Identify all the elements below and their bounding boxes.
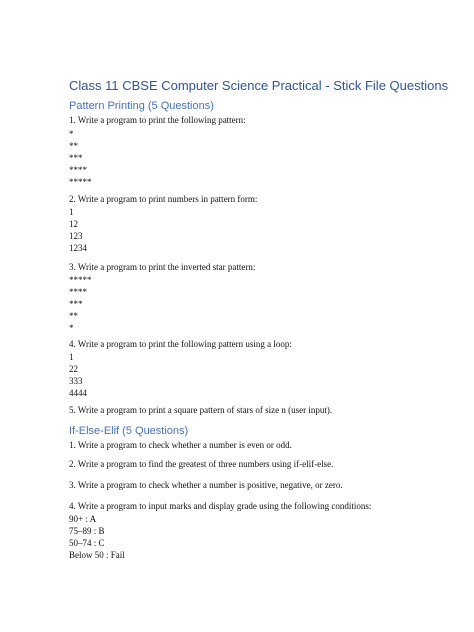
pattern-line: ***** [69,275,92,285]
question-text: 3. Write a program to print the inverted star pattern: [69,262,256,272]
pattern-line: 1 [69,352,74,362]
section-heading-pattern-printing: Pattern Printing (5 Questions) [69,100,214,112]
question-text: 5. Write a program to print a square pattern of stars of size n (user input). [69,405,333,415]
pattern-line: *** [69,153,83,163]
question-text: 4. Write a program to input marks and display grade using the following conditions: [69,501,372,511]
pattern-line: 1 [69,207,74,217]
pattern-line: 22 [69,364,78,374]
pattern-line: **** [69,287,87,297]
pattern-line: ** [69,141,78,151]
pattern-line: 123 [69,231,83,241]
pattern-line: 1234 [69,243,87,253]
pattern-line: *** [69,299,83,309]
grade-condition: 75–89 : B [69,526,105,536]
grade-condition: 50–74 : C [69,538,105,548]
question-text: 2. Write a program to find the greatest of three numbers using if-elif-else. [69,459,334,469]
question-text: 2. Write a program to print numbers in pattern form: [69,194,258,204]
document-title: Class 11 CBSE Computer Science Practical - Stick File Questions [69,78,449,93]
pattern-line: **** [69,165,87,175]
pattern-line: 4444 [69,388,87,398]
pattern-line: ** [69,311,78,321]
question-text: 3. Write a program to check whether a number is positive, negative, or zero. [69,480,343,490]
question-text: 1. Write a program to check whether a number is even or odd. [69,440,292,450]
pattern-line: * [69,323,74,333]
grade-condition: 90+ : A [69,514,97,524]
pattern-line: 12 [69,219,78,229]
grade-condition: Below 50 : Fail [69,550,125,560]
question-text: 1. Write a program to print the following pattern: [69,115,246,125]
pattern-line: ***** [69,177,92,187]
question-text: 4. Write a program to print the following pattern using a loop: [69,339,292,349]
section-heading-if-else-elif: If-Else-Elif (5 Questions) [69,425,189,437]
pattern-line: * [69,129,74,139]
pattern-line: 333 [69,376,83,386]
